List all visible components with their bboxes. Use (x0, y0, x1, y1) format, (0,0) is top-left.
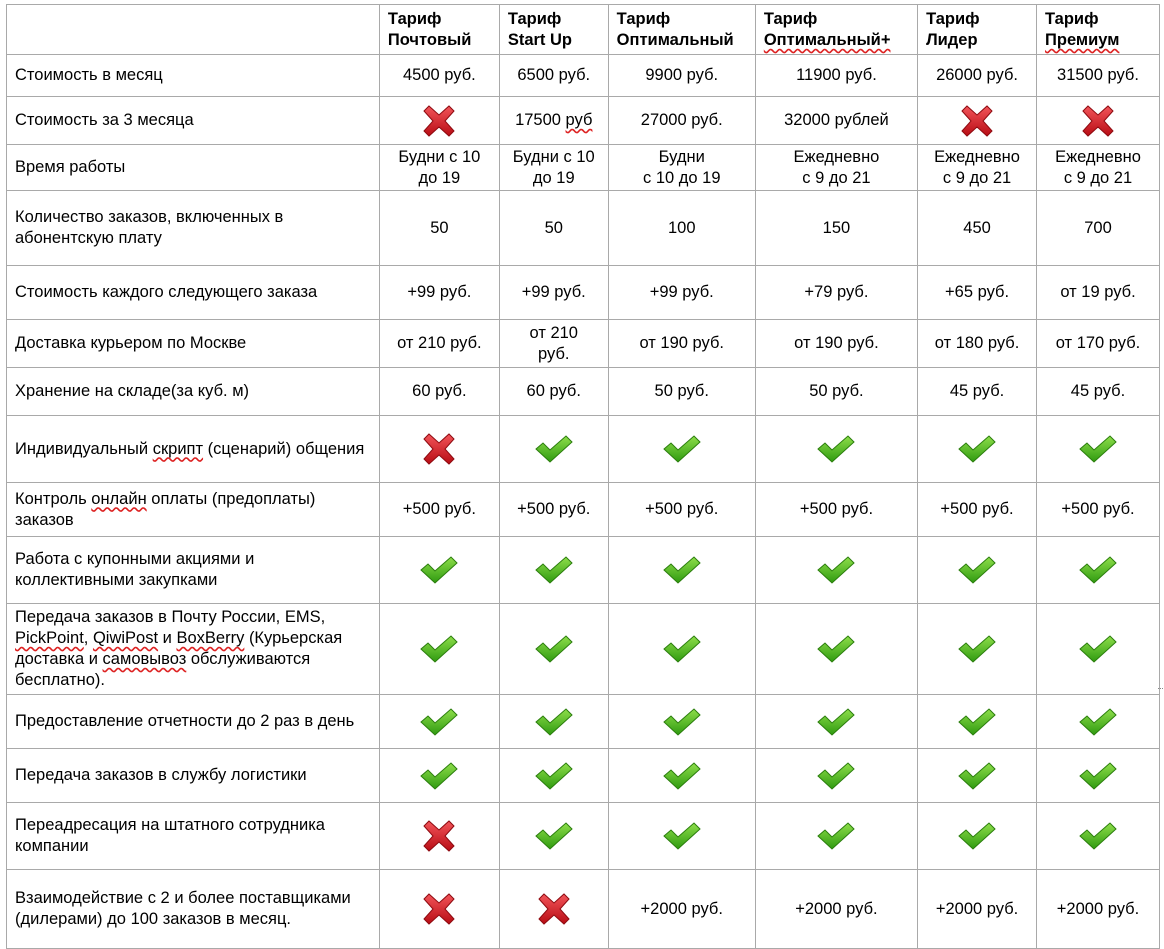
icon-cell (499, 749, 608, 803)
green-check-icon (419, 707, 459, 737)
icon-cell (918, 537, 1037, 604)
value-cell (1037, 145, 1160, 191)
row-label: Передача заказов в Почту России, EMS, PickPoint, QiwiPost и BoxBerry (Курьерская доставка и самовывоз обслуживаются бесплатно). (7, 604, 380, 695)
icon-cell (499, 604, 608, 695)
tariff-header-line: Тариф (616, 10, 671, 28)
cell-text-line: +500 руб. (940, 500, 1014, 518)
cell-text-line: +500 руб. (402, 500, 476, 518)
green-check-icon (662, 634, 702, 664)
tariff-header-line: Лидер (926, 31, 978, 49)
value-cell (918, 870, 1037, 949)
table-row (7, 266, 1160, 320)
spellcheck-word: QiwiPost (92, 629, 159, 647)
row-label: Количество заказов, включенных в абонентскую плату (7, 191, 380, 266)
row-label: Стоимость за 3 месяца (7, 97, 380, 145)
green-check-icon (534, 821, 574, 851)
value-cell (755, 55, 917, 97)
green-check-icon (816, 707, 856, 737)
green-check-icon (957, 707, 997, 737)
value-cell (755, 191, 917, 266)
red-cross-icon (1082, 105, 1114, 137)
value-cell (1037, 483, 1160, 537)
cell-text-line: 700 (1084, 218, 1112, 237)
value-cell (918, 191, 1037, 266)
cell-text-line: от 190 руб. (794, 334, 879, 352)
value-cell (918, 368, 1037, 416)
cell-text-line: 11900 руб. (796, 66, 877, 84)
value-cell (499, 320, 608, 368)
value-cell (608, 320, 755, 368)
icon-cell (755, 803, 917, 870)
table-row (7, 368, 1160, 416)
green-check-icon (816, 555, 856, 585)
value-cell (379, 191, 499, 266)
table-row (7, 803, 1160, 870)
green-check-icon (419, 761, 459, 791)
value-cell (379, 266, 499, 320)
value-cell (918, 55, 1037, 97)
cell-text-line: 26000 руб. (936, 66, 1018, 84)
value-cell (499, 483, 608, 537)
value-cell (379, 368, 499, 416)
value-cell (499, 368, 608, 416)
value-cell (608, 483, 755, 537)
cell-text-line: +500 руб. (799, 500, 874, 518)
icon-cell (379, 695, 499, 749)
cell-text-line: 50 (544, 218, 563, 237)
cell-text-line: 4500 руб. (402, 66, 476, 84)
table-row (7, 55, 1160, 97)
value-cell (755, 368, 917, 416)
green-check-icon (1078, 761, 1118, 791)
green-check-icon (662, 821, 702, 851)
cell-text-line: с 9 до 21 (942, 168, 1012, 187)
cell-text-line: с 9 до 21 (802, 168, 871, 187)
tariff-comparison-table (6, 4, 1160, 949)
cell-text-line: +99 руб. (407, 283, 472, 301)
row-label: Стоимость каждого следующего заказа (7, 266, 380, 320)
cell-text-line: 60 руб. (526, 382, 581, 400)
value-cell (379, 145, 499, 191)
icon-cell (918, 749, 1037, 803)
green-check-icon (957, 821, 997, 851)
row-label: Взаимодействие с 2 и более поставщиками (дилерами) до 100 заказов в месяц. (7, 870, 380, 949)
cell-text-line: +500 руб. (1061, 500, 1135, 518)
icon-cell (1037, 416, 1160, 483)
cell-text-line: Ежедневно (1055, 147, 1141, 166)
icon-cell (608, 416, 755, 483)
tariff-header (755, 5, 917, 55)
spellcheck-word: скрипт (152, 439, 204, 458)
icon-cell (1037, 97, 1160, 145)
green-check-icon (816, 821, 856, 851)
table-row (7, 191, 1160, 266)
cell-text-line: до 19 (532, 168, 575, 187)
cell-text-line: Будни (658, 147, 705, 166)
icon-cell (918, 604, 1037, 695)
value-cell (608, 145, 755, 191)
icon-cell (755, 749, 917, 803)
icon-cell (755, 537, 917, 604)
value-cell (755, 483, 917, 537)
tariff-header-line: Тариф (1045, 10, 1099, 28)
cell-text-line: 50 руб. (654, 382, 709, 400)
icon-cell (499, 537, 608, 604)
icon-cell (379, 803, 499, 870)
value-cell (608, 97, 755, 145)
green-check-icon (534, 434, 574, 464)
cell-text-line: от 19 руб. (1060, 283, 1136, 301)
icon-cell (379, 870, 499, 949)
spellcheck-word: руб (565, 111, 593, 129)
spellcheck-word: BoxBerry (176, 629, 245, 647)
icon-cell (1037, 803, 1160, 870)
value-cell (1037, 320, 1160, 368)
green-check-icon (1078, 434, 1118, 464)
icon-cell (379, 416, 499, 483)
green-check-icon (957, 761, 997, 791)
cell-text-line: до 19 (418, 168, 461, 187)
icon-cell (379, 749, 499, 803)
row-label: Переадресация на штатного сотрудника компании (7, 803, 380, 870)
value-cell (379, 483, 499, 537)
red-cross-icon (423, 820, 455, 852)
icon-cell (1037, 695, 1160, 749)
cell-text-line: 45 руб. (1070, 382, 1126, 400)
green-check-icon (957, 555, 997, 585)
green-check-icon (816, 761, 856, 791)
cell-text-line: от 190 руб. (639, 334, 724, 352)
cell-text-line: +99 руб. (649, 283, 714, 301)
tariff-header (1037, 5, 1160, 55)
green-check-icon (662, 434, 702, 464)
row-label: Доставка курьером по Москве (7, 320, 380, 368)
icon-cell (608, 695, 755, 749)
green-check-icon (1078, 555, 1118, 585)
value-cell (918, 266, 1037, 320)
icon-cell (379, 97, 499, 145)
value-cell (499, 145, 608, 191)
value-cell (1037, 191, 1160, 266)
icon-cell (608, 604, 755, 695)
tariff-header-line: Премиум (1045, 31, 1120, 49)
table-body (7, 55, 1160, 949)
cell-text-line: руб. (538, 344, 570, 363)
value-cell (918, 145, 1037, 191)
value-cell (608, 870, 755, 949)
icon-cell (379, 604, 499, 695)
tariff-header-line: Тариф (507, 10, 562, 28)
cell-text-line: от 170 руб. (1055, 334, 1141, 352)
table-row (7, 145, 1160, 191)
icon-cell (755, 604, 917, 695)
tariff-header-line: Оптимальный+ (763, 31, 891, 49)
value-cell (608, 55, 755, 97)
cell-text-line: 45 руб. (949, 382, 1005, 400)
icon-cell (499, 803, 608, 870)
green-check-icon (534, 634, 574, 664)
green-check-icon (662, 555, 702, 585)
value-cell (918, 320, 1037, 368)
green-check-icon (419, 634, 459, 664)
row-label: Передача заказов в службу логистики (7, 749, 380, 803)
green-check-icon (957, 434, 997, 464)
value-cell (755, 97, 917, 145)
value-cell (499, 97, 608, 145)
tariff-header (918, 5, 1037, 55)
icon-cell (608, 803, 755, 870)
tariff-header-line: Тариф (387, 10, 442, 28)
red-cross-icon (538, 893, 570, 925)
icon-cell (918, 803, 1037, 870)
cell-text-line: +99 руб. (521, 283, 586, 301)
cell-text-line: 9900 руб. (645, 66, 719, 84)
icon-cell (608, 749, 755, 803)
cell-text-line: 31500 руб. (1057, 66, 1139, 84)
row-label: Время работы (7, 145, 380, 191)
value-cell (379, 55, 499, 97)
red-cross-icon (961, 105, 993, 137)
icon-cell (379, 537, 499, 604)
tariff-header-line: Тариф (763, 10, 818, 28)
value-cell (755, 266, 917, 320)
table-row (7, 749, 1160, 803)
table-row (7, 870, 1160, 949)
cell-text-line: 32000 рублей (784, 111, 889, 129)
cell-text-line: +2000 руб. (795, 899, 878, 918)
cell-text-line: Ежедневно (793, 147, 880, 166)
cell-text-line: +2000 руб. (935, 899, 1019, 918)
icon-cell (755, 695, 917, 749)
value-cell (755, 145, 917, 191)
red-cross-icon (423, 105, 455, 137)
green-check-icon (662, 707, 702, 737)
icon-cell (755, 416, 917, 483)
value-cell (1037, 368, 1160, 416)
green-check-icon (1078, 634, 1118, 664)
value-cell (1037, 55, 1160, 97)
tariff-header-line: Тариф (926, 10, 980, 28)
cell-text-line: +65 руб. (945, 283, 1010, 301)
header-row (7, 5, 1160, 55)
cell-text-line: от 210 руб. (397, 334, 482, 352)
cell-text-line: Будни с 10 (512, 147, 595, 166)
tariff-header-line: Почтовый (387, 31, 472, 49)
icon-cell (1037, 537, 1160, 604)
value-cell (608, 266, 755, 320)
green-check-icon (534, 761, 574, 791)
cell-text-line: 100 (667, 218, 696, 237)
row-label: Контроль онлайн оплаты (предоплаты) заказов (7, 483, 380, 537)
green-check-icon (1078, 821, 1118, 851)
green-check-icon (957, 634, 997, 664)
icon-cell (918, 416, 1037, 483)
icon-cell (499, 416, 608, 483)
table-row (7, 695, 1160, 749)
row-label: Работа с купонными акциями и коллективными закупками (7, 537, 380, 604)
row-label: Хранение на складе(за куб. м) (7, 368, 380, 416)
green-check-icon (534, 555, 574, 585)
value-cell (755, 870, 917, 949)
cell-text-line: 50 (430, 218, 449, 237)
tariff-header-line: Оптимальный (616, 31, 734, 49)
cell-text-line: с 9 до 21 (1063, 168, 1133, 187)
value-cell (379, 320, 499, 368)
value-cell (1037, 870, 1160, 949)
header-corner (7, 5, 380, 55)
green-check-icon (816, 634, 856, 664)
value-cell (499, 266, 608, 320)
green-check-icon (662, 761, 702, 791)
tariff-header (608, 5, 755, 55)
tariff-header (379, 5, 499, 55)
icon-cell (918, 97, 1037, 145)
cell-text-line: от 180 руб. (934, 334, 1020, 352)
table-row (7, 537, 1160, 604)
cell-text-line: +2000 руб. (640, 899, 723, 918)
green-check-icon (534, 707, 574, 737)
spellcheck-word: самовывоз (102, 650, 187, 668)
icon-cell (499, 695, 608, 749)
cell-text-line: +500 руб. (645, 500, 719, 518)
spellcheck-word: PickPoint (15, 629, 84, 647)
value-cell (755, 320, 917, 368)
cell-text-line: +2000 руб. (1056, 899, 1140, 918)
cell-text-line: 60 руб. (412, 382, 467, 400)
icon-cell (1037, 749, 1160, 803)
cell-text-line: 27000 руб. (640, 111, 723, 129)
tariff-header (499, 5, 608, 55)
cell-text-line: 6500 руб. (517, 66, 591, 84)
tariff-header-line: Start Up (507, 31, 572, 49)
icon-cell (918, 695, 1037, 749)
cell-text-line: от 210 (529, 323, 578, 342)
green-check-icon (816, 434, 856, 464)
value-cell (918, 483, 1037, 537)
margin-mark (1158, 688, 1163, 689)
row-label: Индивидуальный скрипт (сценарий) общения (7, 416, 380, 483)
cell-text-line: 50 руб. (809, 382, 864, 400)
cell-text-line: Будни с 10 (398, 147, 481, 166)
table-row (7, 483, 1160, 537)
cell-text-line: 450 (963, 218, 991, 237)
value-cell (608, 191, 755, 266)
green-check-icon (1078, 707, 1118, 737)
red-cross-icon (423, 433, 455, 465)
green-check-icon (419, 555, 459, 585)
table-row (7, 604, 1160, 695)
icon-cell (608, 537, 755, 604)
value-cell (1037, 266, 1160, 320)
cell-text-line: с 10 до 19 (642, 168, 721, 187)
value-cell (608, 368, 755, 416)
cell-text-line: 17500 (515, 111, 566, 129)
row-label: Предоставление отчетности до 2 раз в день (7, 695, 380, 749)
cell-text-line: +500 руб. (517, 500, 591, 518)
table-row (7, 416, 1160, 483)
row-label: Стоимость в месяц (7, 55, 380, 97)
value-cell (499, 55, 608, 97)
cell-text-line: +79 руб. (804, 283, 869, 301)
icon-cell (1037, 604, 1160, 695)
red-cross-icon (423, 893, 455, 925)
cell-text-line: Ежедневно (934, 147, 1020, 166)
table-row (7, 320, 1160, 368)
spellcheck-word: онлайн (91, 489, 147, 508)
cell-text-line: 150 (822, 218, 851, 237)
icon-cell (499, 870, 608, 949)
value-cell (499, 191, 608, 266)
table-row (7, 97, 1160, 145)
